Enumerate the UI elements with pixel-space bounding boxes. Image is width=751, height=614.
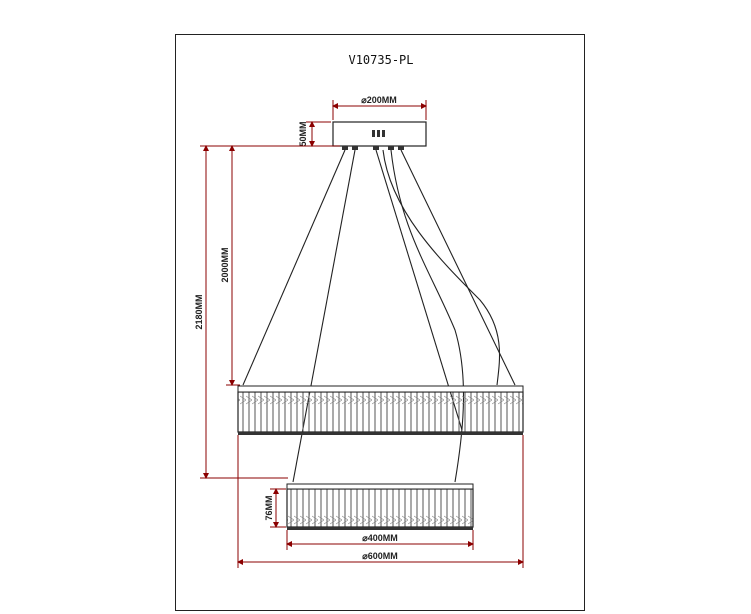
- ring-height-label: 76MM: [264, 495, 274, 521]
- large-ring-diameter-label: ⌀600MM: [362, 551, 398, 561]
- cable-length-label: 2000MM: [220, 247, 230, 283]
- model-title: V10735-PL: [348, 53, 414, 67]
- canopy-height-label: 50MM: [298, 121, 308, 147]
- small-ring-diameter-label: ⌀400MM: [362, 533, 398, 543]
- large-ring: [238, 386, 523, 435]
- small-ring: [287, 484, 473, 530]
- canopy: [333, 122, 426, 150]
- canopy-diameter-label: ⌀200MM: [361, 95, 397, 105]
- total-height-label: 2180MM: [194, 294, 204, 330]
- dim-canopy-height: [306, 122, 331, 146]
- dim-cable-length: [226, 146, 340, 385]
